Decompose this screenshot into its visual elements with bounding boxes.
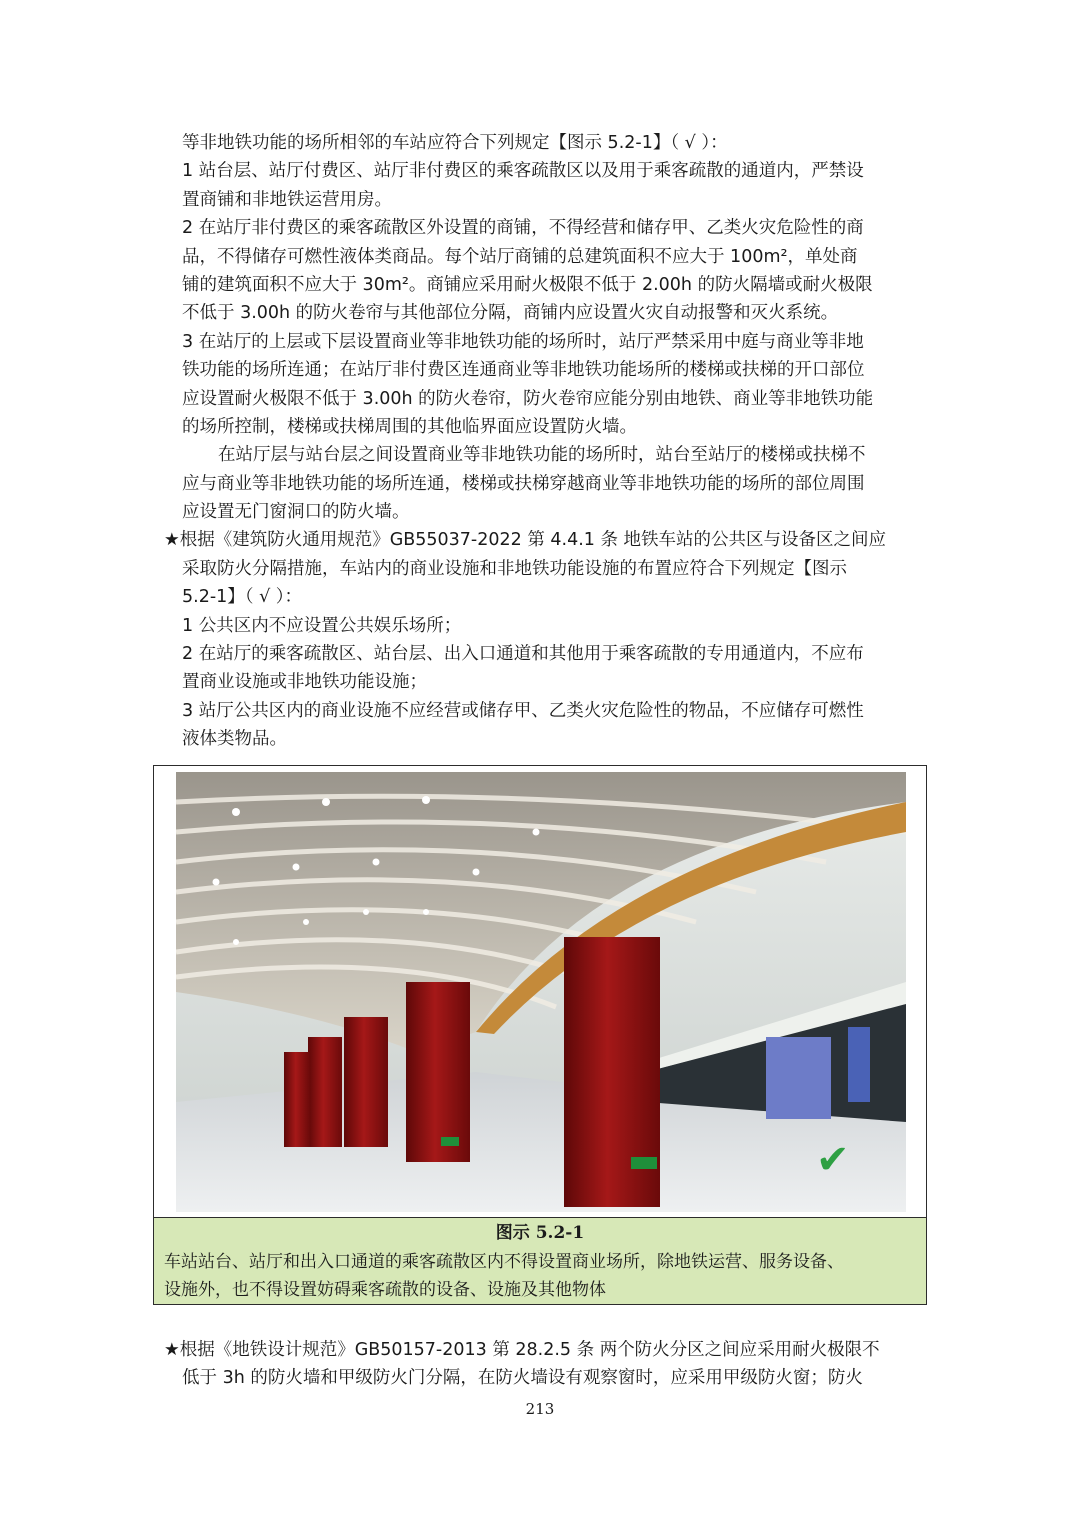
paragraph-line: 2 在站厅非付费区的乘客疏散区外设置的商铺，不得经营和储存甲、乙类火灾危险性的商 — [182, 218, 864, 239]
paragraph-line: 铁功能的场所连通；在站厅非付费区连通商业等非地铁功能场所的楼梯或扶梯的开口部位 — [182, 360, 865, 381]
paragraph-line: 3 站厅公共区内的商业设施不应经营或储存甲、乙类火灾危险性的物品，不应储存可燃性 — [182, 700, 864, 721]
paragraph-line: 1 站台层、站厅付费区、站厅非付费区的乘客疏散区以及用于乘客疏散的通道内，严禁设 — [182, 161, 864, 182]
paragraph-line: 置商铺和非地铁运营用房。 — [182, 189, 392, 210]
paragraph-line: 5.2-1】（ √ ）： — [182, 587, 303, 608]
check-mark-icon: ✔ — [816, 1137, 850, 1183]
paragraph-line: 1 公共区内不应设置公共娱乐场所； — [182, 615, 462, 636]
paragraph-line: 在站厅层与站台层之间设置商业等非地铁功能的场所时，站台至站厅的楼梯或扶梯不 — [218, 445, 866, 466]
paragraph-line: 置商业设施或非地铁功能设施； — [182, 672, 427, 693]
paragraph-line: 采取防火分隔措施，车站内的商业设施和非地铁功能设施的布置应符合下列规定【图示 — [182, 558, 847, 579]
paragraph-line: 3 在站厅的上层或下层设置商业等非地铁功能的场所时，站厅严禁采用中庭与商业等非地 — [182, 331, 864, 352]
paragraph-line: 铺的建筑面积不应大于 30m²。商铺应采用耐火极限不低于 2.00h 的防火隔墙或耐火极限 — [182, 274, 873, 295]
gb50157-section — [164, 1336, 918, 1393]
figure-caption — [154, 1248, 926, 1304]
paragraph-line: 低于 3h 的防火墙和甲级防火门分隔，在防火墙设有观察窗时，应采用甲级防火窗；防火 — [182, 1368, 863, 1389]
subway-platform-photo — [176, 772, 906, 1212]
intro-section — [164, 129, 918, 754]
paragraph-line: ★根据《建筑防火通用规范》GB55037-2022 第 4.4.1 条 地铁车站的公共区与设备区之间应 — [164, 530, 887, 551]
paragraph-line: 品，不得储存可燃性液体类商品。每个站厅商铺的总建筑面积不应大于 100m²，单处商 — [182, 246, 858, 267]
paragraph-line: 应与商业等非地铁功能的场所连通，楼梯或扶梯穿越商业等非地铁功能的场所的部位周围 — [182, 473, 865, 494]
paragraph-line: 液体类物品。 — [182, 729, 287, 750]
paragraph-line: 等非地铁功能的场所相邻的车站应符合下列规定【图示 5.2-1】（ √ ）： — [182, 133, 728, 153]
paragraph-line: ★根据《地铁设计规范》GB50157-2013 第 28.2.5 条 两个防火分区之间应采用耐火极限不 — [164, 1340, 880, 1360]
page-number: 213 — [525, 1400, 555, 1418]
paragraph-line: 应设置耐火极限不低于 3.00h 的防火卷帘，防火卷帘应能分别由地铁、商业等非地铁功能 — [182, 388, 874, 409]
paragraph-line: 2 在站厅的乘客疏散区、站台层、出入口通道和其他用于乘客疏散的专用通道内，不应布 — [182, 644, 864, 665]
figure-5-2-1 — [153, 765, 927, 1305]
figure-caption-line: 设施外，也不得设置妨碍乘客疏散的设备、设施及其他物体 — [164, 1280, 606, 1300]
paragraph-line: 不低于 3.00h 的防火卷帘与其他部位分隔，商铺内应设置火灾自动报警和灭火系统。 — [182, 303, 839, 324]
figure-title: 图示 5.2-1 — [154, 1217, 926, 1249]
paragraph-line: 的场所控制，楼梯或扶梯周围的其他临界面应设置防火墙。 — [182, 416, 637, 437]
figure-caption-line: 车站站台、站厅和出入口通道的乘客疏散区内不得设置商业场所，除地铁运营、服务设备、 — [164, 1252, 844, 1272]
paragraph-line: 应设置无门窗洞口的防火墙。 — [182, 502, 410, 523]
